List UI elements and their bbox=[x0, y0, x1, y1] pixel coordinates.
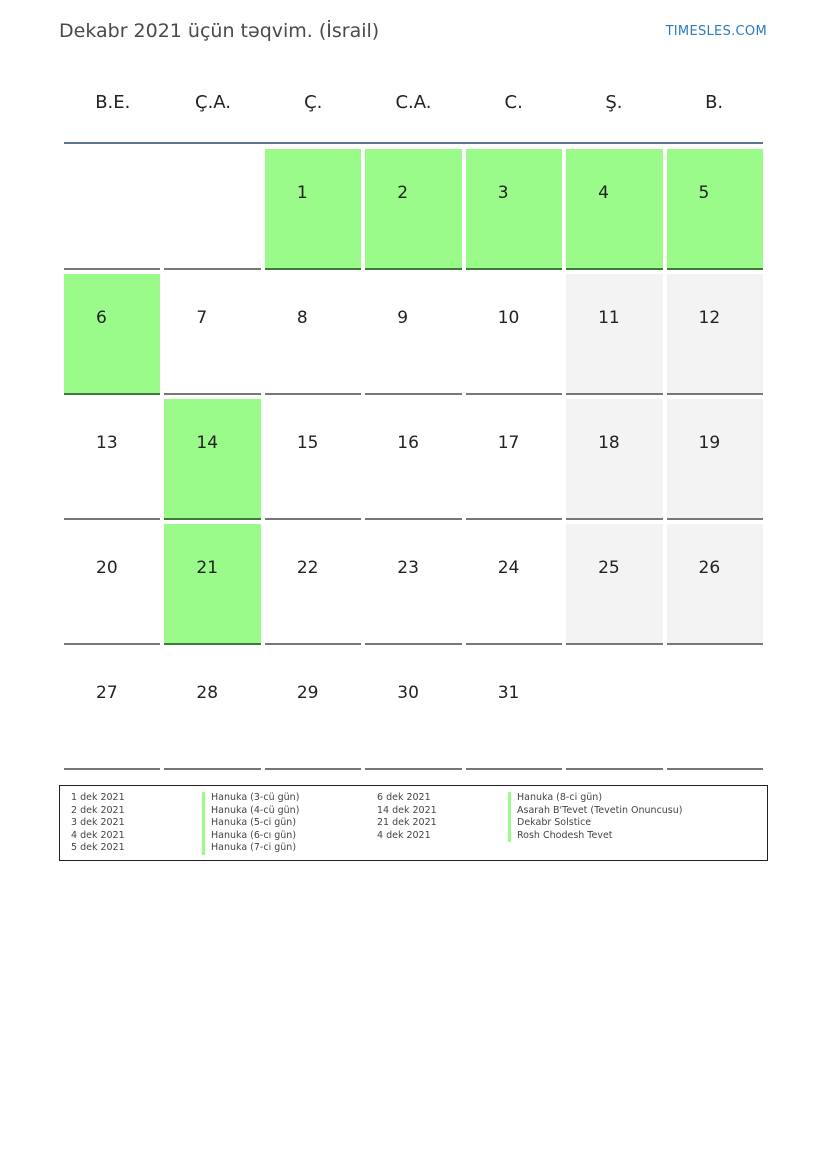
legend-holiday-name: Hanuka (3-cü gün) bbox=[202, 792, 299, 805]
site-link[interactable]: TIMESLES.COM bbox=[665, 24, 767, 39]
page-title: Dekabr 2021 üçün təqvim. (İsrail) bbox=[59, 20, 380, 42]
calendar-day bbox=[265, 399, 361, 520]
day-number: 23 bbox=[397, 558, 419, 578]
calendar-day-weekend bbox=[667, 524, 763, 645]
day-number: 29 bbox=[296, 683, 319, 703]
calendar-day bbox=[466, 649, 562, 770]
calendar-day bbox=[64, 524, 160, 645]
day-number: 15 bbox=[296, 433, 319, 453]
calendar-day bbox=[64, 649, 160, 770]
weekday-label: Ş. bbox=[605, 92, 623, 113]
day-number: 21 bbox=[196, 558, 219, 578]
calendar-day bbox=[164, 274, 260, 395]
day-number: 1 bbox=[296, 183, 308, 203]
day-number: 9 bbox=[397, 308, 409, 328]
day-number: 16 bbox=[397, 433, 419, 453]
calendar-day-weekend bbox=[566, 399, 662, 520]
calendar-day bbox=[365, 274, 461, 395]
calendar-day bbox=[265, 524, 361, 645]
weekday-label: B.E. bbox=[95, 92, 131, 113]
day-number: 20 bbox=[96, 558, 118, 578]
day-number: 18 bbox=[598, 433, 620, 453]
day-number: 5 bbox=[698, 183, 710, 203]
weekday-header bbox=[64, 92, 763, 113]
calendar-day bbox=[265, 274, 361, 395]
calendar-day-holiday bbox=[265, 149, 361, 270]
calendar-day bbox=[466, 399, 562, 520]
legend-date: 14 dek 2021 bbox=[377, 804, 437, 816]
legend-date: 1 dek 2021 bbox=[71, 792, 125, 803]
day-number: 30 bbox=[397, 683, 419, 703]
legend-date: 4 dek 2021 bbox=[71, 829, 125, 841]
holiday-legend bbox=[59, 785, 768, 861]
calendar-day-empty bbox=[64, 149, 160, 270]
calendar-day-weekend bbox=[667, 399, 763, 520]
day-number: 22 bbox=[296, 558, 319, 578]
calendar-week bbox=[64, 149, 763, 270]
calendar-day-holiday bbox=[365, 149, 461, 270]
weekday-label: C. bbox=[504, 92, 523, 113]
calendar-day-empty bbox=[667, 649, 763, 770]
legend-date: 2 dek 2021 bbox=[71, 804, 125, 816]
day-number: 13 bbox=[96, 433, 118, 453]
legend-holiday-name: Rosh Chodesh Tevet bbox=[508, 830, 683, 843]
day-number: 2 bbox=[397, 183, 409, 203]
day-number: 19 bbox=[698, 433, 721, 453]
calendar-day-empty bbox=[164, 149, 260, 270]
calendar-grid bbox=[64, 149, 763, 774]
day-number: 6 bbox=[96, 308, 107, 328]
calendar-week bbox=[64, 649, 763, 770]
legend-names-right bbox=[508, 792, 683, 842]
calendar-week bbox=[64, 274, 763, 395]
legend-holiday-name: Hanuka (4-cü gün) bbox=[202, 805, 299, 818]
calendar-day-holiday bbox=[164, 524, 260, 645]
legend-holiday-name: Hanuka (8-ci gün) bbox=[508, 792, 683, 805]
day-number: 11 bbox=[598, 308, 620, 328]
weekday-label: C.A. bbox=[395, 92, 432, 113]
legend-holiday-name: Dekabr Solstice bbox=[508, 817, 683, 830]
legend-holiday-name: Asarah B'Tevet (Tevetin Onuncusu) bbox=[508, 805, 683, 818]
calendar-day-weekend bbox=[566, 524, 662, 645]
day-number: 27 bbox=[96, 683, 118, 703]
day-number: 3 bbox=[497, 183, 509, 203]
weekday-label: B. bbox=[705, 92, 724, 113]
calendar-day-holiday bbox=[466, 149, 562, 270]
legend-dates-left bbox=[71, 792, 125, 855]
calendar-day-weekend bbox=[566, 274, 662, 395]
calendar-day bbox=[365, 524, 461, 645]
calendar-week bbox=[64, 399, 763, 520]
day-number: 10 bbox=[497, 308, 520, 328]
calendar-day-holiday bbox=[64, 274, 160, 395]
calendar-week bbox=[64, 524, 763, 645]
calendar-day bbox=[466, 524, 562, 645]
day-number: 26 bbox=[698, 558, 721, 578]
calendar-day bbox=[64, 399, 160, 520]
calendar-day-holiday bbox=[667, 149, 763, 270]
day-number: 28 bbox=[196, 683, 219, 703]
legend-holiday-name: Hanuka (5-ci gün) bbox=[202, 817, 299, 830]
weekday-label: Ç. bbox=[304, 92, 323, 113]
day-number: 25 bbox=[598, 558, 620, 578]
day-number: 31 bbox=[497, 683, 520, 703]
calendar-day bbox=[466, 274, 562, 395]
day-number: 24 bbox=[497, 558, 520, 578]
legend-date: 21 dek 2021 bbox=[377, 817, 437, 828]
legend-holiday-name: Hanuka (7-ci gün) bbox=[202, 842, 299, 855]
legend-date: 6 dek 2021 bbox=[377, 792, 431, 803]
weekday-label: Ç.A. bbox=[195, 92, 232, 113]
legend-date: 4 dek 2021 bbox=[377, 829, 431, 841]
day-number: 8 bbox=[296, 308, 308, 328]
calendar-day bbox=[365, 649, 461, 770]
legend-names-left bbox=[202, 792, 299, 855]
calendar-day bbox=[164, 649, 260, 770]
legend-date: 5 dek 2021 bbox=[71, 842, 125, 853]
day-number: 14 bbox=[196, 433, 219, 453]
calendar-day-holiday bbox=[566, 149, 662, 270]
calendar-day bbox=[265, 649, 361, 770]
legend-holiday-name: Hanuka (6-cı gün) bbox=[202, 830, 299, 843]
calendar-day-holiday bbox=[164, 399, 260, 520]
calendar-day bbox=[365, 399, 461, 520]
day-number: 12 bbox=[698, 308, 721, 328]
legend-date: 3 dek 2021 bbox=[71, 817, 125, 828]
day-number: 4 bbox=[598, 183, 609, 203]
calendar-day-weekend bbox=[667, 274, 763, 395]
header-divider bbox=[64, 142, 763, 144]
day-number: 7 bbox=[196, 308, 208, 328]
day-number: 17 bbox=[497, 433, 520, 453]
legend-dates-right bbox=[377, 792, 437, 842]
calendar-day-empty bbox=[566, 649, 662, 770]
